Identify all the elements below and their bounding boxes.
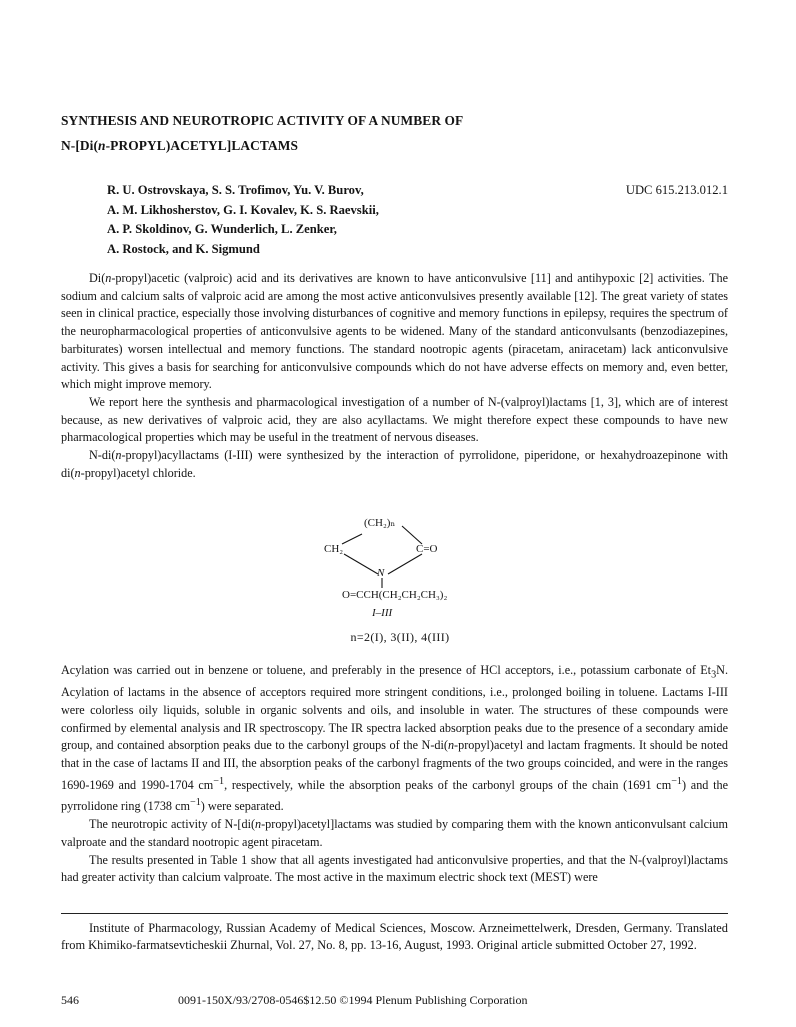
- author-line: R. U. Ostrovskaya, S. S. Trofimov, Yu. V. Burov,: [107, 183, 364, 197]
- footnote-divider: [61, 913, 728, 914]
- text: -propyl)acyllactams (I-III) were synthesized by the interaction of pyrrolidone, piperidone, or hexahydroazepinone with di(: [61, 448, 728, 480]
- intro-section: [61, 270, 728, 482]
- n-values-line: n=2(I), 3(II), 4(III): [350, 630, 450, 644]
- paragraph: [61, 270, 728, 394]
- side-chain-label: O=CCH(CH₂CH₂CH₃)₂: [342, 589, 448, 601]
- italic-n: n: [447, 738, 455, 753]
- udc-code: UDC 615.213.012.1: [625, 183, 728, 197]
- text: Di(: [89, 271, 106, 285]
- title-text: -PROPYL)ACETYL]LACTAMS: [105, 138, 299, 153]
- text: ) and the pyrrolidone ring (1738 cm: [61, 777, 728, 814]
- author-line: A. M. Likhosherstov, G. I. Kovalev, K. S. Raevskii,: [107, 202, 379, 217]
- italic-n: n: [74, 465, 81, 480]
- text: N-di(: [89, 448, 116, 463]
- ring-top-label: (CH₂)ₙ: [364, 517, 396, 529]
- title-text: N-[Di(: [61, 138, 99, 153]
- ring-bond: [388, 554, 422, 574]
- superscript: −1: [671, 775, 682, 787]
- text: -propyl)acetyl and lactam fragments. It should be noted that in the case of lactams II and III, the absorption peaks of the carbonyl fragments of the two groups coincided, and were in the ranges 1690-1969 and 1990-1704 cm: [61, 738, 729, 792]
- carbonyl-label: C=O: [416, 543, 438, 555]
- paragraph: [61, 816, 728, 851]
- ring-bond: [344, 554, 378, 574]
- nitrogen-label: N: [377, 567, 385, 579]
- italic-n: n: [255, 817, 262, 832]
- italic-n: n: [115, 448, 122, 463]
- ring-bond: [402, 526, 422, 544]
- title-line-1: SYNTHESIS AND NEUROTROPIC ACTIVITY OF A NUMBER OF: [61, 113, 464, 128]
- paragraph: [61, 447, 728, 482]
- paragraph: The results presented in Table 1 show that all agents investigated had anticonvulsive properties, and that the N-(valproyl)lactams had greater activity than calcium valproate. The most active in the maximum electric shock text (MEST) were: [61, 852, 728, 885]
- title-italic-n: n: [98, 138, 106, 153]
- subscript: 3: [711, 669, 717, 681]
- superscript: −1: [189, 797, 201, 809]
- compound-label: I–III: [372, 607, 393, 619]
- superscript: −1: [213, 775, 225, 787]
- ch2-label: CH₂: [324, 543, 344, 555]
- author-line: A. P. Skoldinov, G. Wunderlich, L. Zenker,: [107, 222, 337, 236]
- text: -propyl)acetic (valproic) acid and its derivatives are known to have anticonvulsive [11] and antihypoxic [2] activities. The sodium and calcium salts of valproic acid are among the most active anticonvulsives presently available [12]. The great variety of states seen in clinical practice, especially those involving disturbances of cognitive and memory functions in epilepsy, requires the spectrum of the neuropharmacological properties of anticonvulsive agents to be widened. Many of the standard anticonvulsants (benzodiazepines, barbiturates) worsen intellectual and memory functions. The standard nootropic agents (piracetam, aniracetam) lack anticonvulsive activity. This gives a basis for searching for anticonvulsive compounds which do not have adverse effects on memory and, even better, which might improve memory.: [61, 271, 728, 392]
- copyright-line: 0091-150X/93/2708-0546$12.50 ©1994 Plenum Publishing Corporation: [178, 993, 528, 1007]
- text: The neurotropic activity of N-[di(: [89, 817, 256, 832]
- article-title: [61, 108, 661, 158]
- page-number: 546: [61, 993, 79, 1007]
- footnote-text: Institute of Pharmacology, Russian Academy of Medical Sciences, Moscow. Arzneimettelwerk, Dresden, Germany. Translated from Khimiko-farmatsevticheskii Zhurnal, Vol. 27, No. 8, pp. 13-16, August, 1993. Original article submitted October 27, 1992.: [61, 921, 728, 952]
- italic-n: n: [105, 271, 112, 285]
- title-line-2: [61, 133, 661, 158]
- results-section: [61, 662, 728, 887]
- chemical-structure: [300, 506, 530, 624]
- text: N. Acylation of lactams in the absence of acceptors required more stringent conditions, i.e., prolonged boiling in toluene. Lactams I-III were colorless oily liquids, soluble in organic solvents and oils, and insoluble in water. The structures of these compounds were confirmed by elemental analysis and IR spectroscopy. The IR spectra lacked absorption peaks due to the presence of a secondary amide group, and contained absorption peaks due to the carbonyl groups of the N-di(: [61, 663, 728, 753]
- paragraph: We report here the synthesis and pharmacological investigation of a number of N-(valproyl)lactams [1, 3], which are of interest because, as new derivatives of valproic acid, they are also acyllactams. We might therefore expect these compounds to have new pharmacological properties which may be useful in the treatment of nervous diseases.: [61, 394, 728, 445]
- text: -propyl)acetyl]lactams was studied by comparing them with the known anticonvulsant calcium valproate and the standard nootropic agent piracetam.: [61, 817, 728, 849]
- text: -propyl)acetyl chloride.: [80, 465, 196, 480]
- text: ) were separated.: [200, 799, 284, 814]
- ring-bond: [342, 534, 362, 544]
- text: , respectively, while the absorption peaks of the carbonyl groups of the chain (1691 cm: [224, 777, 672, 792]
- text: Acylation was carried out in benzene or toluene, and preferably in the presence of HCl acceptors, i.e., potassium carbonate of Et: [61, 663, 712, 677]
- author-list: [107, 181, 567, 259]
- paragraph: [61, 662, 728, 816]
- footnote: [61, 920, 728, 953]
- author-line: A. Rostock, and K. Sigmund: [107, 241, 260, 256]
